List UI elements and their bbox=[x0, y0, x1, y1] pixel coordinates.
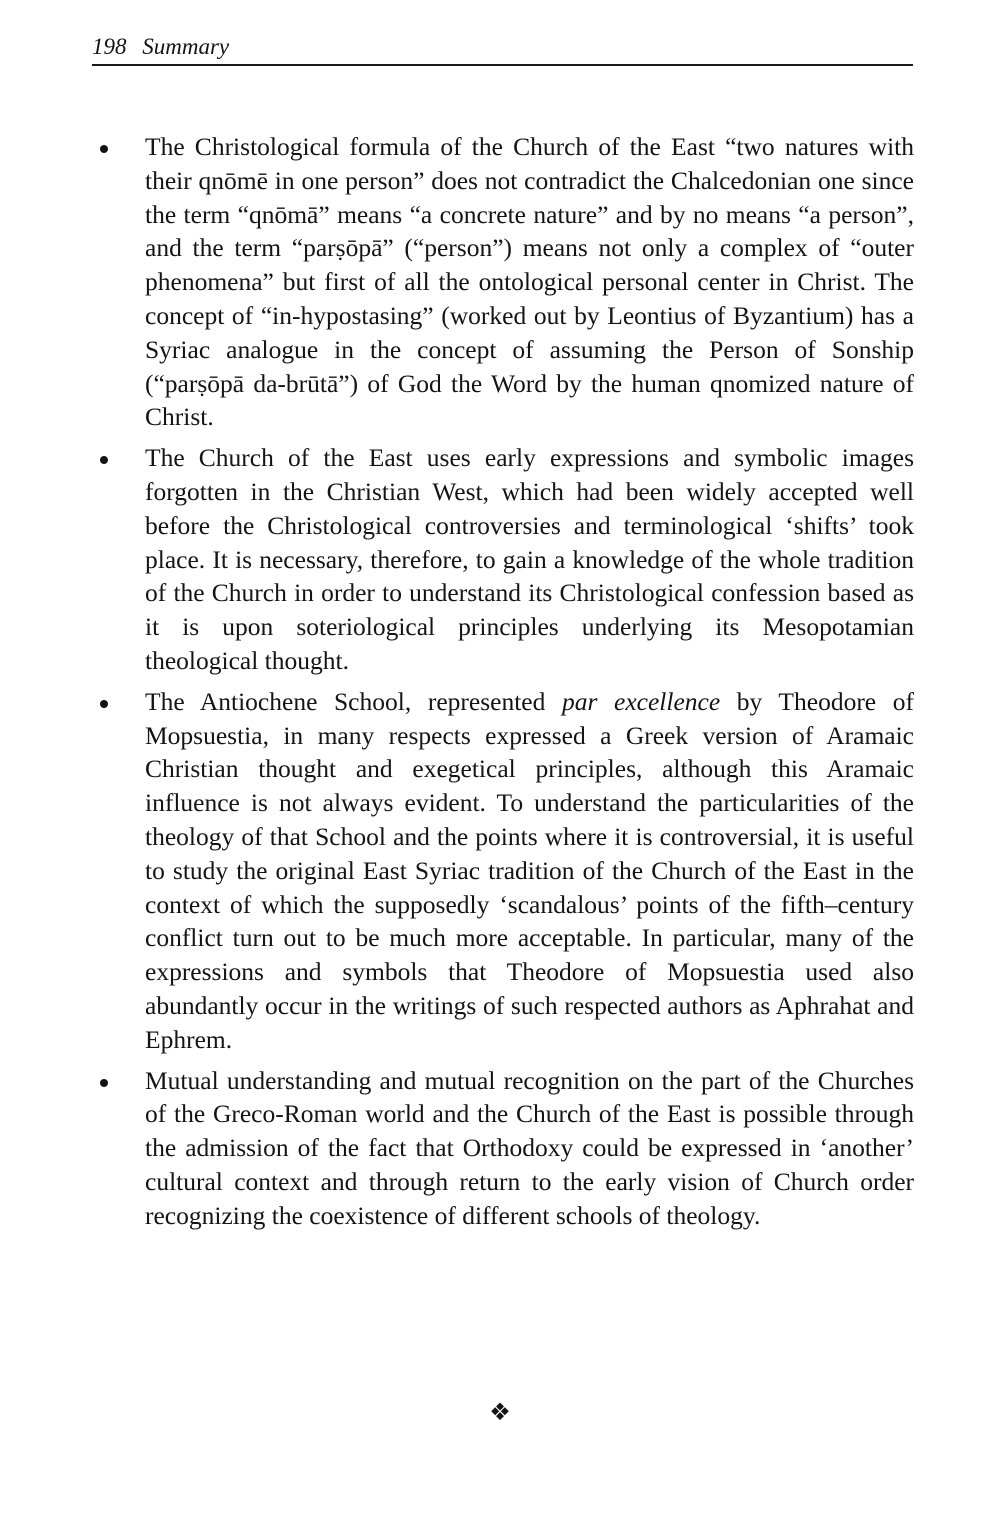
list-item bbox=[92, 441, 914, 678]
bullet-text bbox=[145, 687, 914, 1054]
four-diamond-fleuron-icon: ❖ bbox=[489, 1398, 511, 1426]
bullet-text-start: The Antiochene School, represented bbox=[145, 686, 562, 716]
bullet-dot-icon bbox=[100, 145, 108, 153]
bullet-dot-icon bbox=[100, 456, 108, 464]
bullet-dot-icon bbox=[100, 1079, 108, 1087]
bullet-text-rest: by Theodore of Mopsuestia, in many respects expressed a Greek version of Aramaic Christian thought and exegetical principles, although this Aramaic influence is not always evident. To understand the particularities of the theology of that School and the points where it is controversial, it is useful to study the original East Syriac tradition of the Church of the East in the context of which the supposedly ‘scandalous’ points of the fifth–century conflict turn out to be much more acceptable. In particular, many of the expressions and symbols that Theodore of Mopsuestia used also abundantly occur in the writings of such respected authors as Aphrahat and Ephrem. bbox=[145, 686, 914, 1054]
bullet-text: Mutual understanding and mutual recognition on the part of the Churches of the Greco-Roman world and the Church of the East is possible through the admission of the fact that Orthodoxy could be expressed in ‘another’ cultural context and through return to the early vision of Church order recognizing the coexistence of different schools of theology. bbox=[145, 1065, 914, 1230]
running-title: Summary bbox=[142, 34, 230, 59]
list-item bbox=[92, 1064, 914, 1233]
bullet-dot-icon bbox=[100, 700, 108, 708]
list-item bbox=[92, 685, 914, 1057]
summary-bullet-list bbox=[92, 130, 914, 1240]
italic-phrase: par excellence bbox=[561, 686, 721, 716]
running-head bbox=[92, 32, 913, 66]
list-item bbox=[92, 130, 914, 434]
bullet-text: The Church of the East uses early expressions and symbolic images forgotten in the Christian West, which had been widely accepted well before the Christological controversies and terminological ‘shifts’ took place. It is necessary, therefore, to gain a knowledge of the whole tradition of the Church in order to understand its Christological confession based as it is upon soteriological principles underlying its Mesopotamian theological thought. bbox=[145, 443, 914, 675]
page-number: 198 bbox=[92, 34, 127, 59]
bullet-text: The Christological formula of the Church of the East “two natures with their qnōmē in one person” does not contradict the Chalcedonian one since the term “qnōmā” means “a concrete nature” and by no means “a person”, and the term “parṣōpā” (“person”) means not only a complex of “outer phenomena” but first of all the ontological personal center in Christ. The concept of “in-hypostasing” (worked out by Leontius of Byzantium) has a Syriac analogue in the concept of assuming the Person of Sonship (“parṣōpā da-brūtā”) of God the Word by the human qnomized nature of Christ. bbox=[145, 132, 914, 432]
